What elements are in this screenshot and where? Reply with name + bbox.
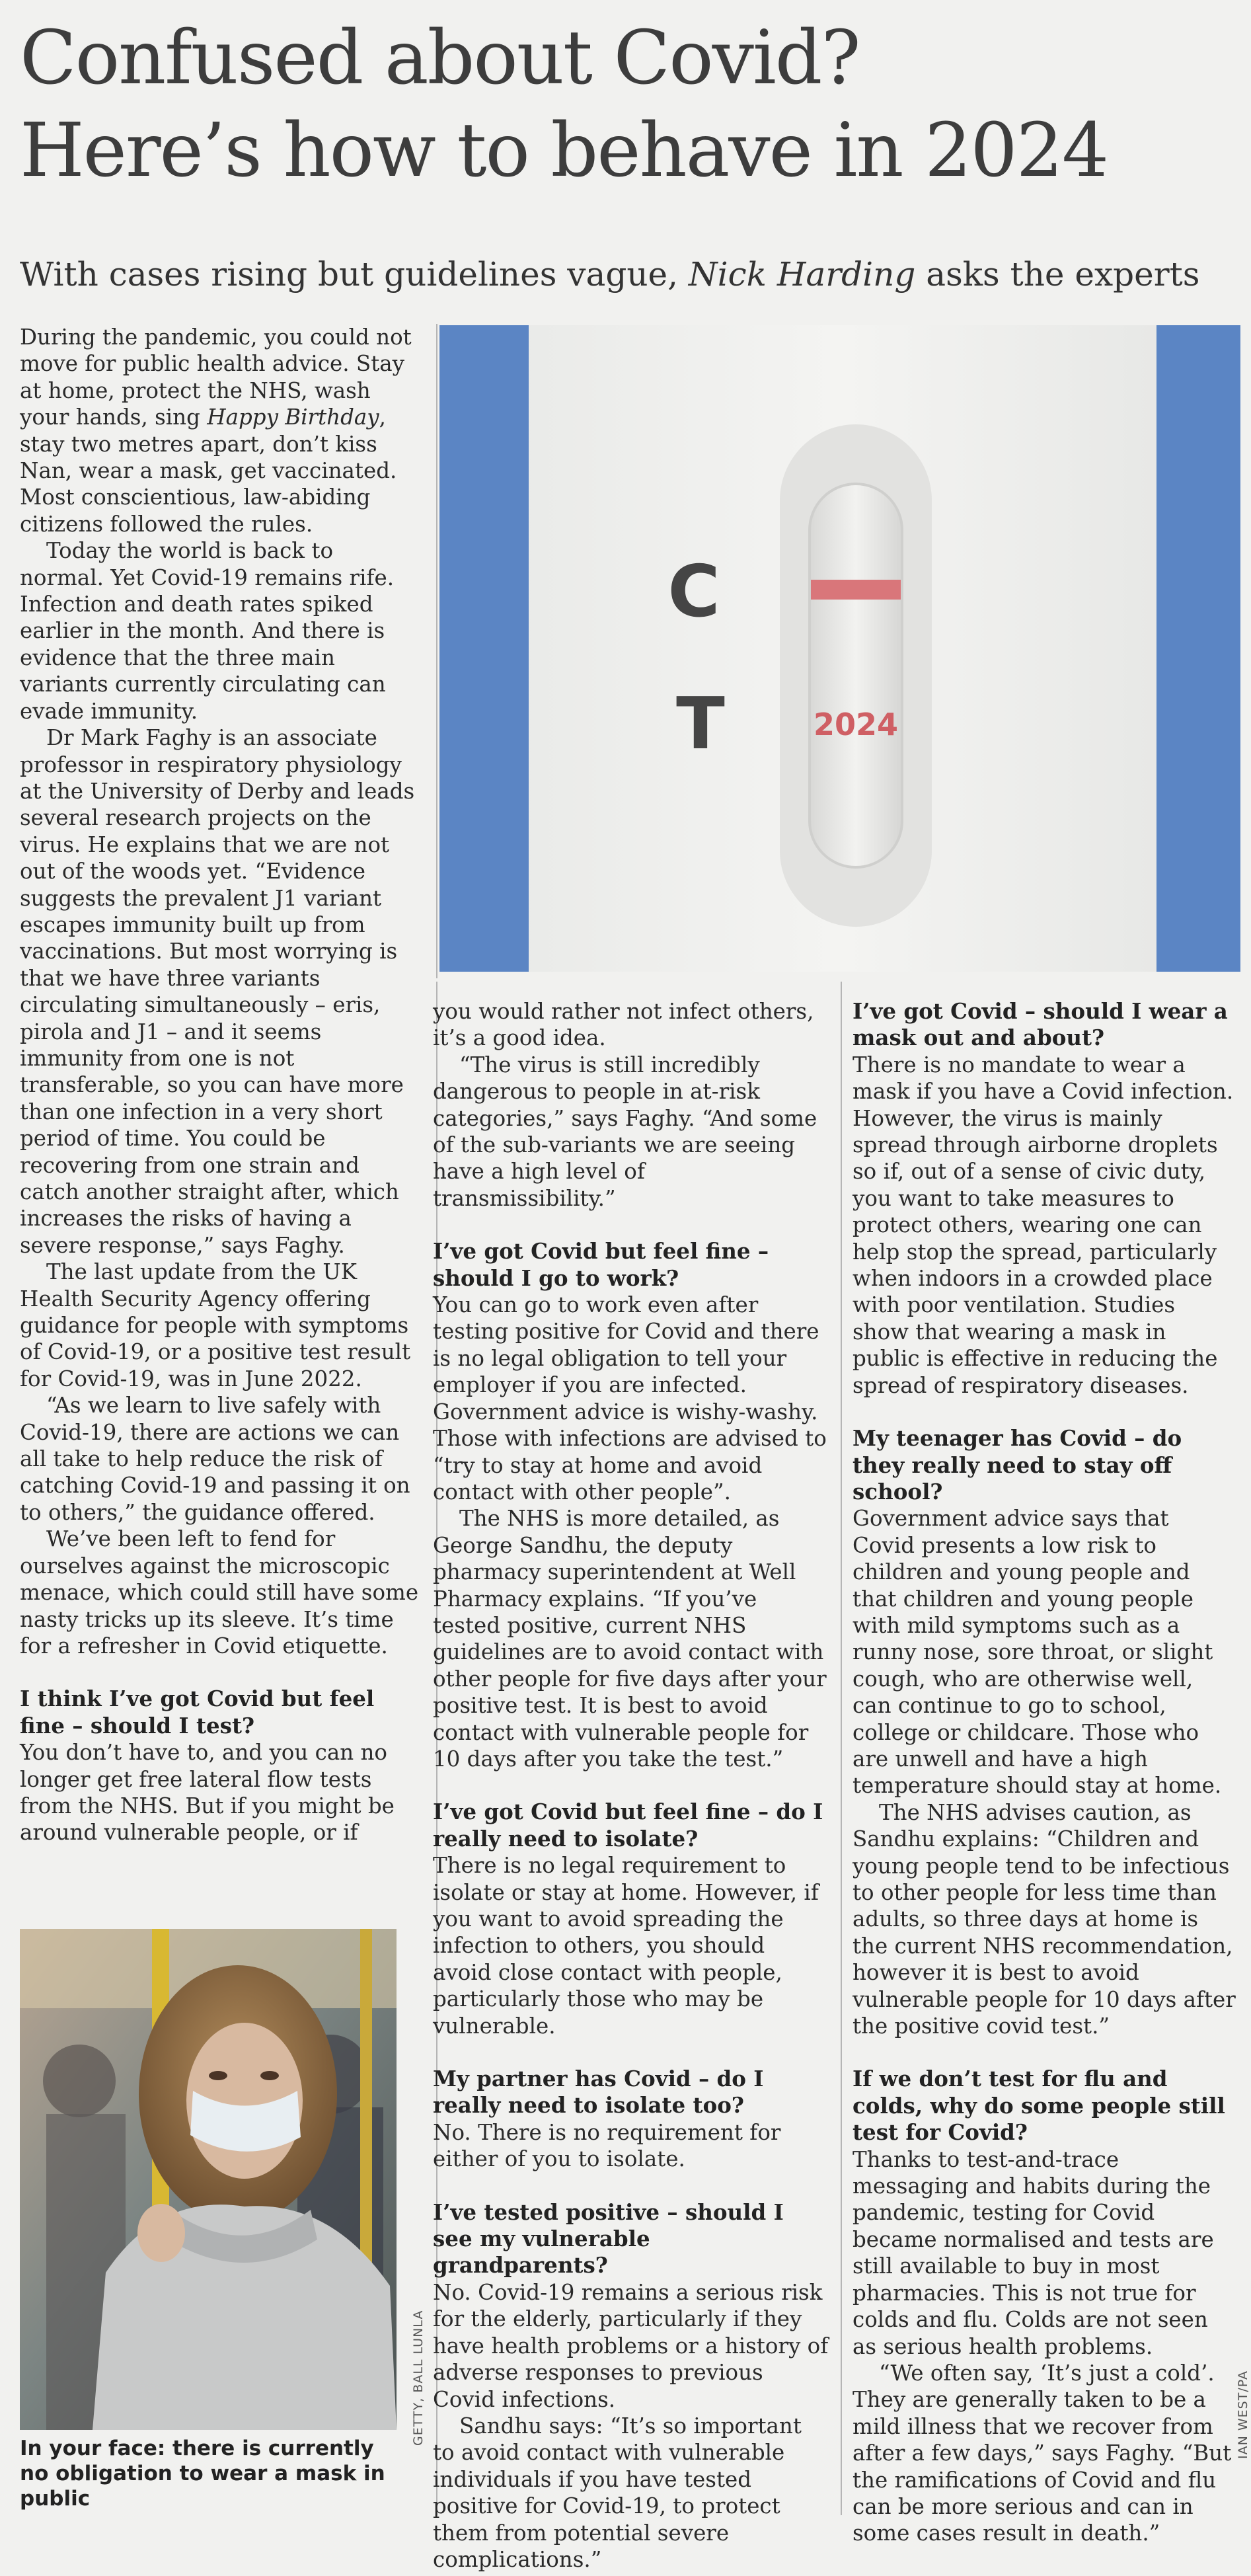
question-heading: I’ve tested positive – should I see my vulnerable grandparents? — [433, 2199, 784, 2279]
paragraph: Sandhu says: “It’s so important to avoid contact with vulnerable individuals if you have tested positive for Covid-19, to protect them from potential severe complications.” — [433, 2413, 802, 2572]
paragraph: You don’t have to, and you can no longer get free lateral flow tests from the NHS. But if you might be around vulnerable people, or if — [20, 1740, 395, 1846]
column-rule — [841, 982, 842, 2515]
paragraph: Thanks to test-and-trace messaging and habits during the pandemic, testing for Covid became normalised and tests are still available to buy in most pharmacies. This is not true for colds and flu. Colds are not seen as serious health problems. — [853, 2146, 1214, 2359]
question-heading: I’ve got Covid – should I wear a mask out and about? — [853, 998, 1228, 1051]
question-heading: I’ve got Covid but feel fine – do I really need to isolate? — [433, 1799, 823, 1852]
paragraph: The last update from the UK Health Security Agency offering guidance for people with symptoms of Covid-19, or a positive test result for Covid-19, was in June 2022. — [20, 1259, 411, 1391]
column-1 — [20, 324, 423, 1846]
paragraph: Dr Mark Faghy is an associate professor in respiratory physiology at the University of Derby and leads several research projects on the virus. He explains that we are not out of the woods yet. “Evidence suggests the prevalent J1 variant escapes immunity built up from vaccinations. But most worrying is that we have three variants circulating simultaneously – eris, pirola and J1 – and it seems immunity from one is not transferable, so you can have more than one infection in a very short period of time. You could be recovering from one strain and catch another straight after, which increases the risks of having a severe response,” says Faghy. — [20, 725, 415, 1258]
paragraph: “The virus is still incredibly dangerous to people in at-risk categories,” says Faghy. “And some of the sub-variants we are seeing have a high level of transmissibility.” — [433, 1052, 817, 1211]
headline-line-1: Confused about Covid? — [20, 15, 860, 101]
standfirst: With cases rising but guidelines vague, Nick Harding asks the experts — [20, 255, 1200, 293]
paragraph: Today the world is back to normal. Yet Covid-19 remains rife. Infection and death rates spiked earlier in the month. And there is evidence that the three main variants currently circulating can evade immunity. — [20, 538, 395, 724]
lateral-flow-test-illustration — [439, 325, 1240, 972]
paragraph: You can go to work even after testing positive for Covid and there is no legal obligation to tell your employer if you are infected. Government advice is wishy-washy. Those with infections are advised to “try to stay at home and avoid contact with other people”. — [433, 1292, 827, 1504]
question-heading: If we don’t test for flu and colds, why do some people still test for Covid? — [853, 2066, 1225, 2146]
headline — [20, 12, 1229, 197]
column-3 — [853, 998, 1236, 2547]
hero-image-credit: IAN WEST/PA — [1236, 2370, 1250, 2459]
year-2024: 2024 — [813, 707, 899, 742]
left-blue-strip — [439, 325, 529, 972]
question-heading: My partner has Covid – do I really need to isolate too? — [433, 2066, 764, 2119]
paragraph: “We often say, ‘It’s just a cold’. They are generally taken to be a mild illness that we recover from after a few days,” says Faghy. “But the ramifications of Covid and flu can be more serious and can in some cases result in death.” — [853, 2360, 1232, 2546]
question-heading: My teenager has Covid – do they really need to stay off school? — [853, 1425, 1182, 1504]
photo-woman-wearing-mask — [20, 1929, 397, 2430]
label-c: C — [667, 551, 720, 633]
paragraph: “As we learn to live safely with Covid-19, there are actions we can all take to help reduce the risk of catching Covid-19 and passing it on to others,” the guidance offered. — [20, 1393, 410, 1525]
paragraph: During the pandemic, you could not move for public health advice. Stay at home, protect the NHS, wash your hands, sing Happy Birthday, stay two metres apart, don’t kiss Nan, wear a mask, get vaccinated. Most conscientious, law-abiding citizens followed the rules. — [20, 325, 412, 537]
column-rule — [436, 324, 437, 978]
headline-line-2: Here’s how to behave in 2024 — [20, 108, 1108, 194]
photo-caption: In your face: there is currently no obligation to wear a mask in public — [20, 2437, 385, 2511]
control-line — [811, 580, 901, 600]
author-name: Nick Harding — [688, 255, 916, 293]
right-blue-strip — [1156, 325, 1240, 972]
paragraph: There is no legal requirement to isolate or stay at home. However, if you want to avoid spreading the infection to others, you should avoid close contact with people, particularly those who may be vulnerable. — [433, 1853, 819, 2039]
label-t: T — [676, 683, 725, 765]
paragraph: The NHS advises caution, as Sandhu explains: “Children and young people tend to be infectious to other people for less time than adults, so three days at home is the current NHS recommendation, however it is best to avoid vulnerable people for 10 days after the positive covid test.” — [853, 1799, 1236, 2039]
photo-credit: GETTY, BALL LUNLA — [411, 2310, 426, 2446]
hand — [137, 2204, 185, 2262]
question-heading: I’ve got Covid but feel fine – should I go to work? — [433, 1238, 769, 1291]
question-heading: I think I’ve got Covid but feel fine – should I test? — [20, 1686, 375, 1738]
paragraph: No. Covid-19 remains a serious risk for the elderly, particularly if they have health problems or a history of adverse responses to previous Covid infections. — [433, 2279, 829, 2412]
paragraph: We’ve been left to fend for ourselves against the microscopic menace, which could still have some nasty tricks up its sleeve. It’s time for a refresher in Covid etiquette. — [20, 1526, 419, 1659]
hero-image-lateral-flow-test — [439, 325, 1240, 972]
paragraph: There is no mandate to wear a mask if you have a Covid infection. However, the virus is mainly spread through airborne droplets so if, out of a sense of civic duty, you want to take measures to protect others, wearing one can help stop the spread, particularly when indoors in a crowded place with poor ventilation. Studies show that wearing a mask in public is effective in reducing the spread of respiratory diseases. — [853, 1052, 1234, 1398]
paragraph: No. There is no requirement for either of you to isolate. — [433, 2119, 781, 2172]
paragraph: Government advice says that Covid presents a low risk to children and young people and that children and young people with mild symptoms such as a runny nose, sore throat, or slight cough, who are otherwise well, can continue to go to school, college or childcare. Those who are unwell and have a high temperature should stay at home. — [853, 1506, 1222, 1799]
paragraph: The NHS is more detailed, as George Sandhu, the deputy pharmacy superintendent at Well Pharmacy explains. “If you’ve tested positive, current NHS guidelines are to avoid contact with other people for five days after your positive test. It is best to avoid contact with vulnerable people for 10 days after you take the test.” — [433, 1506, 827, 1772]
column-2 — [433, 998, 829, 2573]
test-window — [810, 484, 902, 867]
paragraph: you would rather not infect others, it’s a good idea. — [433, 999, 814, 1051]
